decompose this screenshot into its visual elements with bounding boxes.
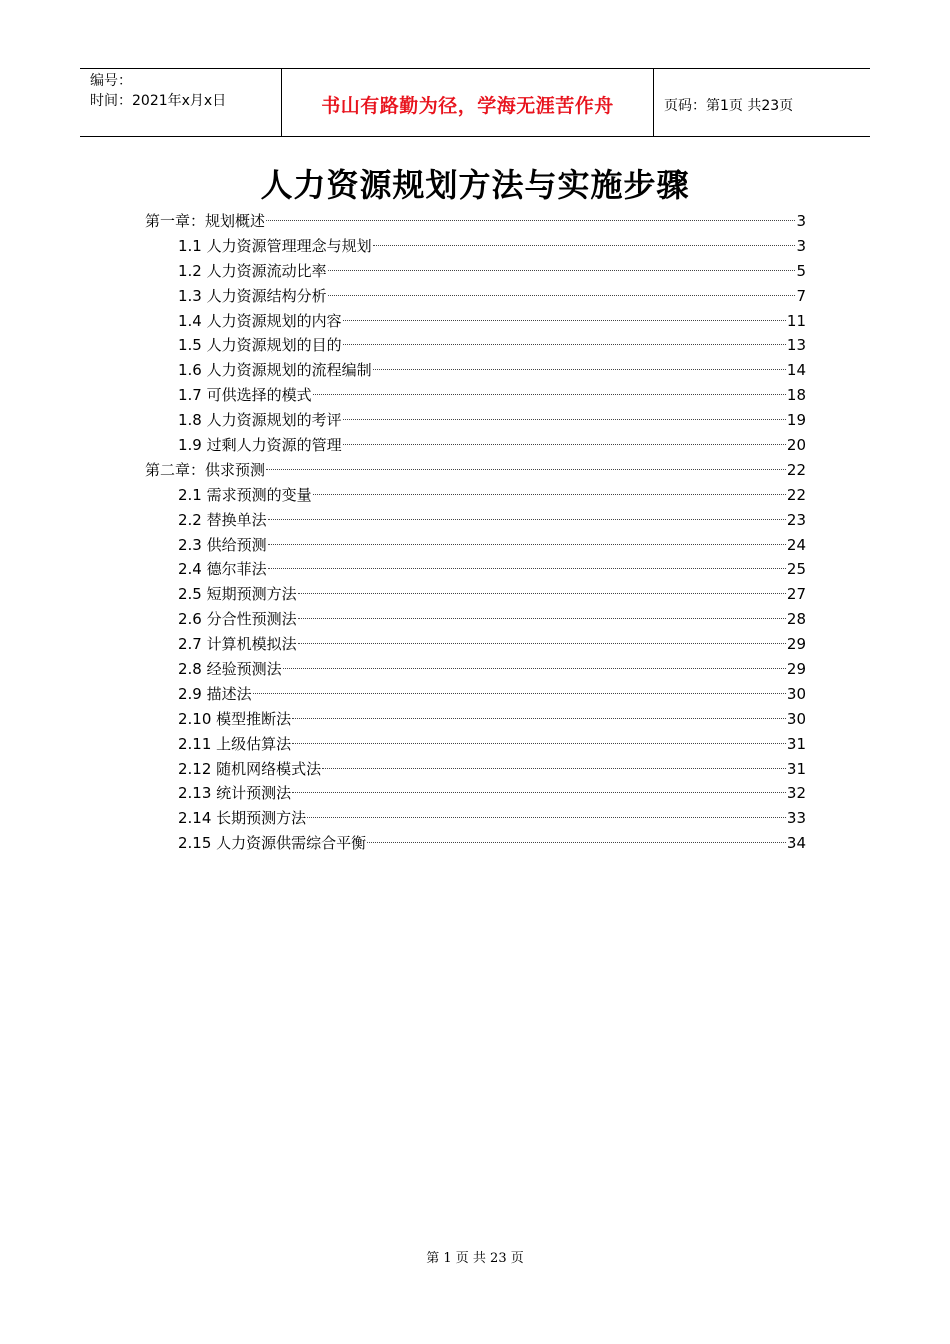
toc-entry-text: 1.9 过剩人力资源的管理: [178, 436, 342, 455]
toc-dot-leader: [313, 394, 786, 395]
toc-dot-leader: [328, 270, 796, 271]
toc-entry-text: 2.4 德尔菲法: [178, 560, 267, 579]
toc-chapter-entry[interactable]: [145, 458, 806, 483]
toc-entry-text: 2.13 统计预测法: [178, 784, 292, 803]
toc-page-number: 29: [786, 660, 806, 679]
toc-section-entry[interactable]: [145, 607, 806, 632]
toc-entry-text: 2.9 描述法: [178, 684, 252, 703]
header-meta-cell: [80, 69, 282, 136]
toc-page-number: 29: [786, 635, 806, 654]
toc-section-entry[interactable]: [145, 781, 806, 806]
toc-page-number: 28: [786, 610, 806, 629]
toc-page-number: 5: [796, 261, 806, 280]
document-number-label: 编号：: [90, 73, 132, 89]
toc-section-entry[interactable]: [145, 358, 806, 383]
toc-entry-text: 2.8 经验预测法: [178, 660, 282, 679]
toc-entry-text: 1.2 人力资源流动比率: [178, 261, 327, 280]
toc-page-number: 13: [786, 336, 806, 355]
table-of-contents: [145, 209, 806, 856]
toc-dot-leader: [328, 295, 796, 296]
toc-entry-text: 2.12 随机网络模式法: [178, 759, 322, 778]
toc-entry-text: 2.7 计算机模拟法: [178, 635, 297, 654]
toc-dot-leader: [298, 643, 786, 644]
toc-section-entry[interactable]: [145, 408, 806, 433]
toc-section-entry[interactable]: [145, 309, 806, 334]
toc-section-entry[interactable]: [145, 333, 806, 358]
header-motto-cell: [282, 69, 654, 136]
toc-dot-leader: [292, 792, 786, 793]
toc-page-number: 31: [786, 759, 806, 778]
toc-section-entry[interactable]: [145, 234, 806, 259]
toc-dot-leader: [298, 618, 786, 619]
toc-section-entry[interactable]: [145, 707, 806, 732]
toc-entry-text: 2.6 分合性预测法: [178, 610, 297, 629]
toc-entry-text: 第二章：供求预测: [145, 460, 266, 479]
toc-dot-leader: [307, 817, 786, 818]
toc-page-number: 20: [786, 436, 806, 455]
toc-dot-leader: [283, 668, 786, 669]
toc-dot-leader: [253, 693, 786, 694]
toc-page-number: 30: [786, 684, 806, 703]
toc-dot-leader: [268, 519, 786, 520]
toc-dot-leader: [343, 419, 786, 420]
toc-dot-leader: [343, 444, 786, 445]
toc-section-entry[interactable]: [145, 383, 806, 408]
toc-entry-text: 2.2 替换单法: [178, 510, 267, 529]
toc-entry-text: 1.1 人力资源管理理念与规划: [178, 236, 372, 255]
toc-section-entry[interactable]: [145, 508, 806, 533]
toc-page-number: 11: [786, 311, 806, 330]
toc-entry-text: 2.10 模型推断法: [178, 709, 292, 728]
toc-page-number: 14: [786, 361, 806, 380]
toc-section-entry[interactable]: [145, 632, 806, 657]
toc-page-number: 30: [786, 709, 806, 728]
toc-dot-leader: [266, 220, 795, 221]
toc-dot-leader: [322, 768, 786, 769]
toc-page-number: 25: [786, 560, 806, 579]
toc-page-number: 32: [786, 784, 806, 803]
toc-entry-text: 2.1 需求预测的变量: [178, 485, 312, 504]
toc-section-entry[interactable]: [145, 483, 806, 508]
toc-page-number: 22: [786, 485, 806, 504]
toc-entry-text: 1.5 人力资源规划的目的: [178, 336, 342, 355]
toc-section-entry[interactable]: [145, 582, 806, 607]
toc-section-entry[interactable]: [145, 757, 806, 782]
header-page-info: 页码：第1页 共23页: [664, 97, 794, 114]
toc-page-number: 27: [786, 585, 806, 604]
toc-entry-text: 2.11 上级估算法: [178, 734, 292, 753]
toc-page-number: 31: [786, 734, 806, 753]
toc-entry-text: 1.7 可供选择的模式: [178, 386, 312, 405]
toc-section-entry[interactable]: [145, 657, 806, 682]
toc-dot-leader: [292, 718, 786, 719]
toc-page-number: 19: [786, 411, 806, 430]
toc-entry-text: 2.15 人力资源供需综合平衡: [178, 834, 367, 853]
toc-section-entry[interactable]: [145, 831, 806, 856]
toc-dot-leader: [367, 842, 786, 843]
document-title: 人力资源规划方法与实施步骤: [260, 166, 690, 204]
toc-dot-leader: [266, 469, 786, 470]
toc-entry-text: 1.3 人力资源结构分析: [178, 286, 327, 305]
toc-page-number: 34: [786, 834, 806, 853]
toc-dot-leader: [292, 743, 786, 744]
toc-entry-text: 2.5 短期预测方法: [178, 585, 297, 604]
toc-section-entry[interactable]: [145, 259, 806, 284]
toc-section-entry[interactable]: [145, 284, 806, 309]
toc-dot-leader: [373, 369, 786, 370]
page-footer: 第 1 页 共 23 页: [426, 1251, 524, 1266]
toc-dot-leader: [343, 320, 786, 321]
toc-section-entry[interactable]: [145, 533, 806, 558]
page-header: [80, 68, 870, 137]
toc-page-number: 24: [786, 535, 806, 554]
toc-page-number: 18: [786, 386, 806, 405]
toc-entry-text: 1.8 人力资源规划的考评: [178, 411, 342, 430]
toc-dot-leader: [313, 494, 786, 495]
toc-page-number: 22: [786, 460, 806, 479]
header-page-cell: [654, 69, 870, 136]
document-time-label: 时间：2021年x月x日: [90, 93, 227, 109]
toc-chapter-entry[interactable]: [145, 209, 806, 234]
toc-section-entry[interactable]: [145, 557, 806, 582]
toc-entry-text: 第一章：规划概述: [145, 212, 266, 230]
toc-dot-leader: [268, 544, 786, 545]
toc-entry-text: 1.6 人力资源规划的流程编制: [178, 361, 372, 380]
toc-dot-leader: [373, 245, 796, 246]
toc-section-entry[interactable]: [145, 682, 806, 707]
toc-section-entry[interactable]: [145, 732, 806, 757]
toc-page-number: 3: [796, 212, 806, 230]
toc-section-entry[interactable]: [145, 806, 806, 831]
toc-page-number: 7: [796, 286, 806, 305]
toc-entry-text: 2.3 供给预测: [178, 535, 267, 554]
toc-entry-text: 1.4 人力资源规划的内容: [178, 311, 342, 330]
header-motto: 书山有路勤为径，学海无涯苦作舟: [321, 95, 614, 117]
toc-entry-text: 2.14 长期预测方法: [178, 809, 307, 828]
toc-page-number: 23: [786, 510, 806, 529]
toc-section-entry[interactable]: [145, 433, 806, 458]
toc-dot-leader: [343, 344, 786, 345]
toc-page-number: 33: [786, 809, 806, 828]
toc-dot-leader: [298, 593, 786, 594]
toc-dot-leader: [268, 568, 786, 569]
toc-page-number: 3: [796, 236, 806, 255]
